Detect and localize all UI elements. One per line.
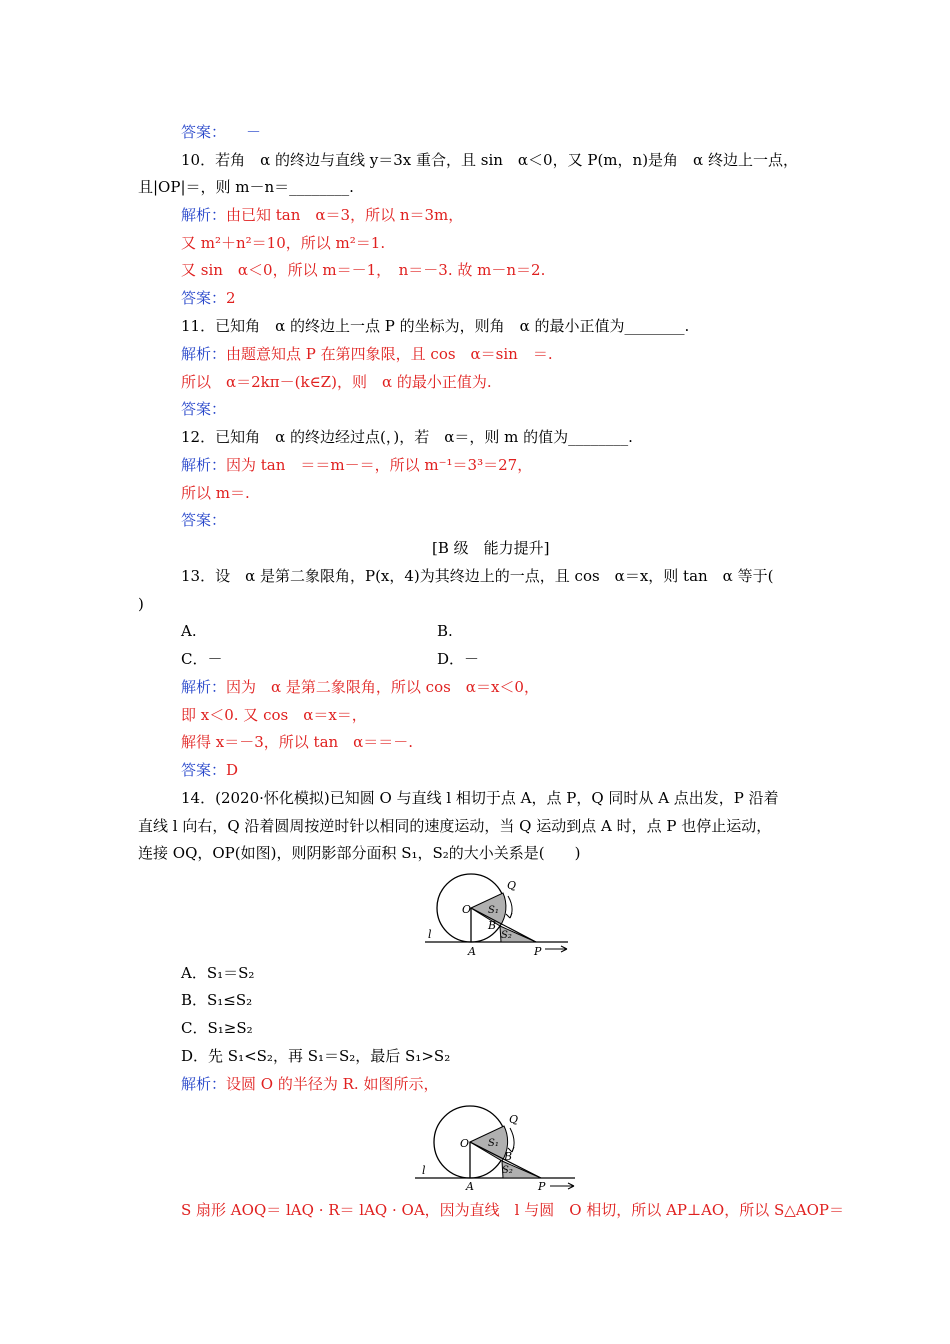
solution-line: 解析：因为 tan ＝＝m－＝，所以 m⁻¹＝3³＝27， — [181, 456, 533, 474]
option-c: C．－ — [181, 650, 223, 668]
option-c: C．S₁≥S₂ — [181, 1019, 253, 1037]
label-p: P — [534, 945, 542, 958]
label-l: l — [428, 928, 432, 941]
solution-line: 所以 α＝2kπ－(k∈Z)，则 α 的最小正值为. — [181, 373, 492, 391]
answer-line: 答案： — [181, 400, 227, 418]
question-12: 12．已知角 α 的终边经过点(，)，若 α＝，则 m 的值为________. — [181, 428, 633, 446]
solution-line: 解析：由已知 tan α＝3，所以 n＝3m， — [181, 206, 464, 224]
geometry-figure — [420, 868, 580, 960]
question-13: 13．设 α 是第二象限角，P(x，4)为其终边上的一点，且 cos α＝x，则 tan α 等于( — [181, 567, 774, 585]
solution-line: 解析：设圆 O 的半径为 R. 如图所示， — [181, 1075, 439, 1093]
solution-line: 解析：由题意知点 P 在第四象限，且 cos α＝sin ＝. — [181, 345, 553, 363]
answer-line: 答案： — [181, 511, 227, 529]
solution-line: 解析：因为 α 是第二象限角，所以 cos α＝x＜0， — [181, 678, 539, 696]
label-s1: S₁ — [488, 905, 499, 916]
option-b: B. — [437, 622, 453, 640]
solution-line: S 扇形 AOQ＝ lAQ · R＝ lAQ · OA，因为直线 l 与圆 O 相切，所以 AP⊥AO，所以 S△AOP＝ — [181, 1201, 845, 1219]
question-14-cont: 直线 l 向右，Q 沿着圆周按逆时针以相同的速度运动，当 Q 运动到点 A 时，点 P 也停止运动， — [138, 817, 772, 835]
label-b: B — [488, 919, 497, 932]
label-s2: S₂ — [502, 1165, 513, 1176]
label-s2: S₂ — [501, 930, 512, 941]
question-11: 11．已知角 α 的终边上一点 P 的坐标为，则角 α 的最小正值为________. — [181, 317, 690, 335]
label-q: Q — [507, 879, 517, 892]
question-10: 10．若角 α 的终边与直线 y＝3x 重合，且 sin α＜0，又 P(m，n)是角 α 终边上一点， — [181, 151, 798, 169]
label-q: Q — [509, 1113, 519, 1126]
label-a: A — [466, 1180, 474, 1192]
answer-line: 答案：2 — [181, 289, 236, 307]
solution-line: 即 x＜0. 又 cos α＝x＝， — [181, 706, 367, 724]
label-a: A — [468, 945, 476, 958]
question-10-cont: 且|OP|＝，则 m－n＝________. — [138, 178, 354, 196]
section-heading: [B 级 能力提升] — [432, 539, 550, 557]
option-b: B．S₁≤S₂ — [181, 991, 253, 1009]
geometry-figure-solution — [410, 1098, 580, 1192]
question-14: 14．(2020·怀化模拟)已知圆 O 与直线 l 相切于点 A，点 P，Q 同时从 A 点出发，P 沿着 — [181, 789, 779, 807]
label-o: O — [460, 1137, 470, 1150]
label-o: O — [462, 903, 472, 916]
label-p: P — [538, 1180, 546, 1192]
question-14-cont: 连接 OQ，OP(如图)，则阴影部分面积 S₁，S₂的大小关系是( ) — [138, 844, 581, 862]
option-d: D．－ — [437, 650, 480, 668]
solution-line: 解得 x＝－3，所以 tan α＝＝－. — [181, 733, 414, 751]
question-13-cont: ) — [138, 595, 144, 613]
option-a: A. — [181, 622, 197, 640]
solution-line: 又 m²＋n²＝10，所以 m²＝1. — [181, 234, 386, 252]
label-b: B — [504, 1150, 513, 1163]
option-d: D．先 S₁<S₂，再 S₁＝S₂，最后 S₁>S₂ — [181, 1047, 451, 1065]
answer-line: 答案：D — [181, 761, 239, 779]
label-l: l — [422, 1164, 426, 1177]
label-s1: S₁ — [488, 1138, 499, 1149]
option-a: A．S₁＝S₂ — [181, 964, 255, 982]
answer-label: 答案： － — [181, 123, 262, 141]
solution-line: 所以 m＝. — [181, 484, 250, 502]
solution-line: 又 sin α＜0，所以 m＝－1， n＝－3. 故 m－n＝2. — [181, 261, 546, 279]
